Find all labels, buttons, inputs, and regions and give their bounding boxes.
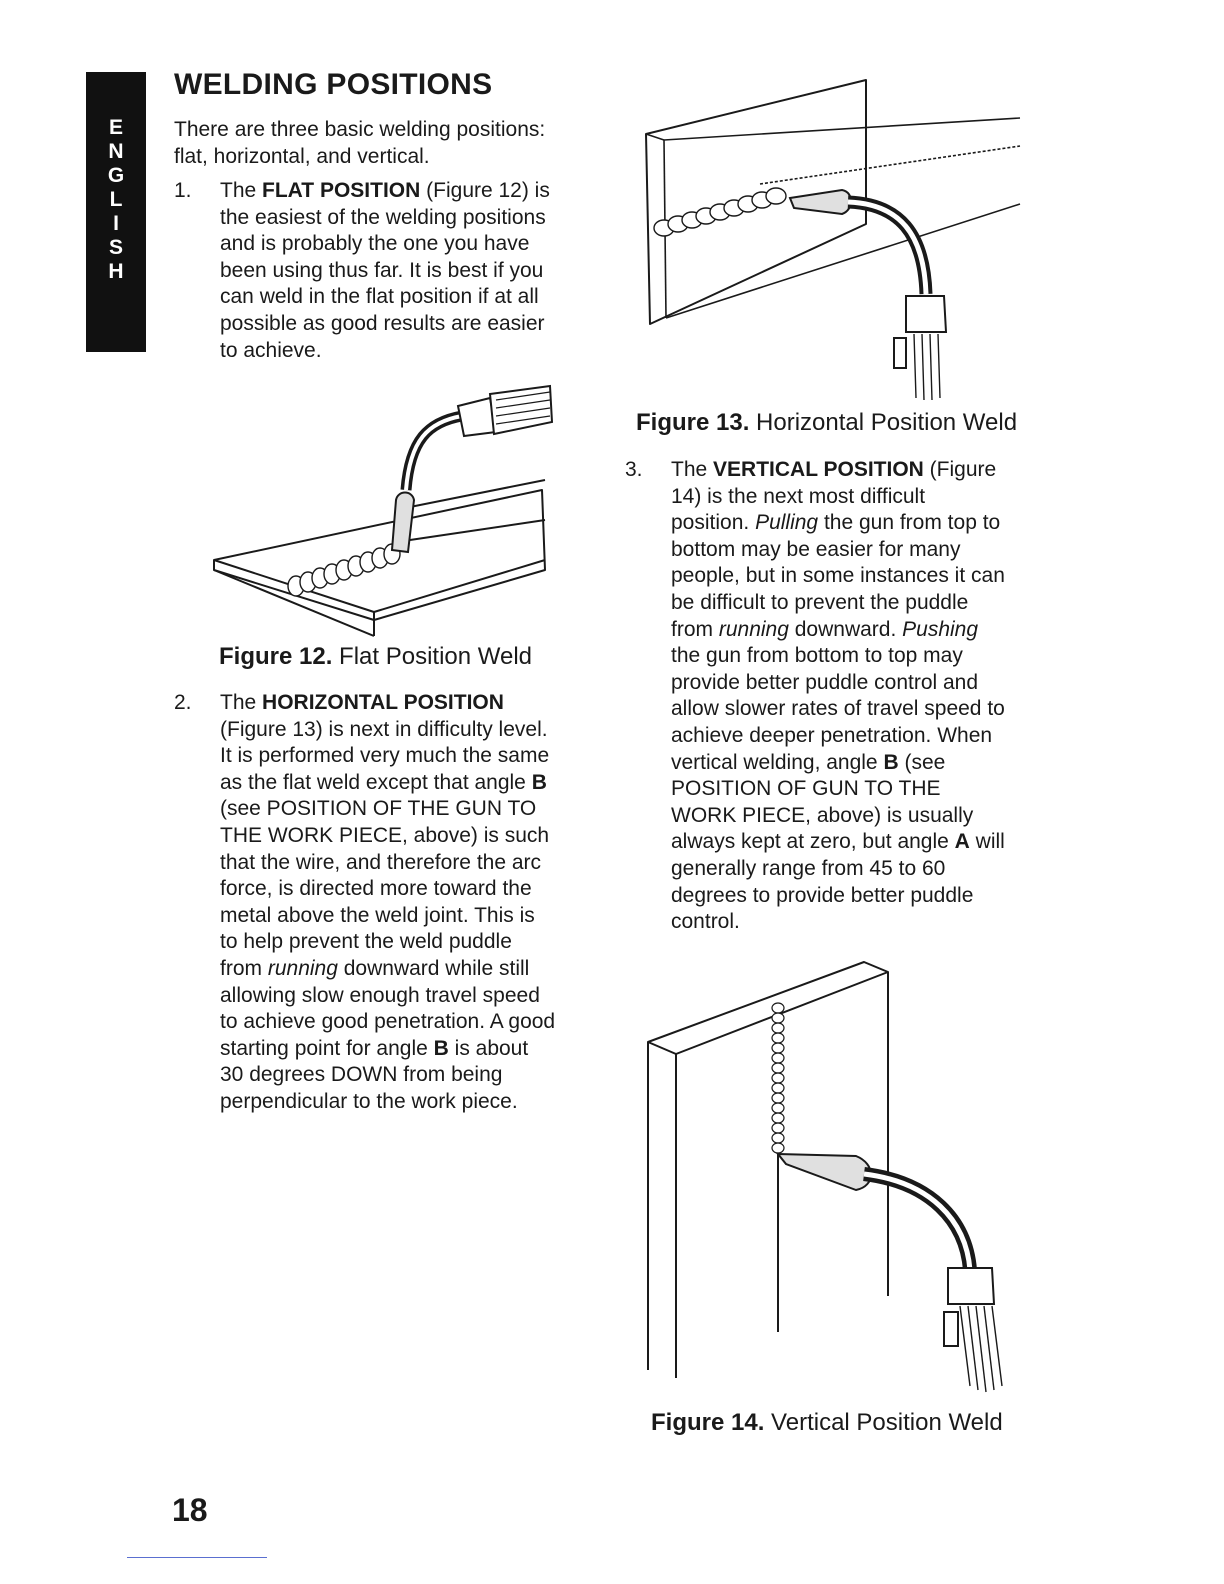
text-line bbox=[220, 205, 550, 232]
text-fragment: from bbox=[220, 956, 268, 980]
text-line bbox=[671, 563, 1005, 590]
text-line bbox=[220, 876, 555, 903]
text-fragment: provide better puddle control and bbox=[671, 670, 979, 694]
text-fragment: THE WORK PIECE, above) is such bbox=[220, 823, 550, 847]
side-tab-letter: S bbox=[108, 236, 123, 259]
list-item-vertical bbox=[625, 457, 1005, 936]
text-fragment: (Figure 13) is next in difficulty level. bbox=[220, 717, 548, 741]
text-fragment: vertical welding, angle bbox=[671, 750, 884, 774]
side-tab-letters bbox=[86, 116, 146, 284]
text-fragment: downward while still bbox=[337, 956, 530, 980]
list-number: 3. bbox=[625, 458, 643, 481]
text-fragment: (Figure 12) is bbox=[420, 179, 550, 202]
italic-term: running bbox=[267, 956, 338, 980]
figure-label: Figure 14. bbox=[651, 1409, 765, 1436]
text-line bbox=[671, 617, 1005, 644]
text-line bbox=[220, 178, 550, 205]
language-side-tab bbox=[86, 72, 146, 352]
text-fragment: generally range from 45 to 60 bbox=[671, 856, 946, 880]
text-fragment: the gun from bottom to top may bbox=[671, 644, 963, 668]
figure-title: Vertical Position Weld bbox=[764, 1409, 1003, 1436]
text-line bbox=[671, 776, 1005, 803]
text-line bbox=[220, 770, 555, 797]
text-line bbox=[220, 311, 550, 338]
figure-13-caption bbox=[636, 409, 1017, 437]
text-fragment: The bbox=[220, 179, 263, 202]
text-line bbox=[220, 823, 555, 850]
text-line bbox=[220, 284, 550, 311]
text-line bbox=[671, 537, 1005, 564]
text-fragment: been using thus far. It is best if you bbox=[220, 258, 544, 282]
text-fragment: allow slower rates of travel speed to bbox=[671, 697, 1005, 721]
item-text bbox=[220, 690, 555, 1116]
text-fragment: is about bbox=[448, 1036, 529, 1060]
list-item-flat bbox=[174, 178, 550, 364]
text-line bbox=[220, 1009, 555, 1036]
text-fragment: degrees to provide better puddle bbox=[671, 883, 974, 907]
text-line bbox=[220, 850, 555, 877]
text-line bbox=[671, 510, 1005, 537]
text-line bbox=[671, 723, 1005, 750]
text-line bbox=[671, 829, 1005, 856]
text-line bbox=[671, 457, 1005, 484]
bold-term: VERTICAL POSITION bbox=[713, 458, 924, 481]
figure-label: Figure 13. bbox=[636, 409, 750, 436]
page-number: 18 bbox=[172, 1492, 208, 1528]
text-fragment: metal above the weld joint. This is bbox=[220, 903, 535, 927]
text-fragment: 30 degrees DOWN from being bbox=[220, 1063, 503, 1087]
text-fragment: from bbox=[671, 617, 719, 641]
text-line bbox=[220, 258, 550, 285]
figure-title: Horizontal Position Weld bbox=[749, 409, 1018, 436]
text-line bbox=[220, 1089, 555, 1116]
text-fragment: to achieve. bbox=[220, 338, 322, 362]
bold-term: B bbox=[433, 1036, 449, 1060]
bold-term: FLAT POSITION bbox=[262, 179, 421, 202]
text-line bbox=[671, 590, 1005, 617]
text-fragment: (Figure bbox=[923, 458, 997, 481]
text-fragment: perpendicular to the work piece. bbox=[220, 1089, 518, 1113]
list-number: 1. bbox=[174, 179, 192, 202]
text-line bbox=[220, 903, 555, 930]
text-line bbox=[220, 338, 550, 365]
intro-line: There are three basic welding positions: bbox=[174, 118, 546, 141]
text-fragment: always kept at zero, but angle bbox=[671, 830, 955, 854]
text-fragment: control. bbox=[671, 910, 740, 934]
text-fragment: (see POSITION OF THE GUN TO bbox=[220, 797, 537, 821]
text-line bbox=[220, 1062, 555, 1089]
text-fragment: WORK PIECE, above) is usually bbox=[671, 803, 974, 827]
bold-term: A bbox=[954, 830, 970, 854]
footer-rule bbox=[127, 1557, 267, 1558]
workpiece-board bbox=[648, 962, 888, 1054]
text-fragment: the gun from top to bbox=[818, 511, 1001, 535]
text-line bbox=[220, 231, 550, 258]
text-fragment: be difficult to prevent the puddle bbox=[671, 590, 969, 614]
text-fragment: POSITION OF GUN TO THE bbox=[671, 777, 941, 801]
side-tab-letter: L bbox=[109, 188, 123, 211]
text-fragment: 14) is the next most difficult bbox=[671, 484, 926, 508]
text-fragment: to achieve good penetration. A good bbox=[220, 1010, 556, 1034]
text-fragment: people, but in some instances it can bbox=[671, 564, 1005, 588]
text-line bbox=[671, 696, 1005, 723]
text-fragment: possible as good results are easier bbox=[220, 311, 545, 335]
text-line bbox=[671, 883, 1005, 910]
text-fragment: The bbox=[671, 458, 714, 481]
text-line bbox=[220, 796, 555, 823]
text-line bbox=[220, 690, 555, 717]
text-fragment: achieve deeper penetration. When bbox=[671, 723, 993, 747]
italic-term: Pulling bbox=[755, 511, 819, 535]
intro-paragraph bbox=[174, 117, 545, 170]
italic-term: running bbox=[718, 617, 789, 641]
text-fragment: that the wire, and therefore the arc bbox=[220, 850, 542, 874]
section-heading: WELDING POSITIONS bbox=[174, 68, 493, 101]
text-fragment: downward. bbox=[788, 617, 903, 641]
figure-12-caption bbox=[219, 643, 532, 671]
flat-position-weld-figure bbox=[200, 380, 570, 642]
text-fragment: (see bbox=[898, 750, 946, 774]
text-fragment: will bbox=[969, 830, 1005, 854]
text-fragment: position. bbox=[671, 511, 756, 535]
text-line bbox=[220, 743, 555, 770]
figure-label: Figure 12. bbox=[219, 643, 333, 670]
text-line bbox=[671, 643, 1005, 670]
list-number: 2. bbox=[174, 691, 192, 714]
item-text bbox=[220, 178, 550, 364]
text-line bbox=[220, 929, 555, 956]
text-line bbox=[220, 717, 555, 744]
text-fragment: bottom may be easier for many bbox=[671, 537, 961, 561]
weld-bead bbox=[772, 1003, 784, 1153]
side-tab-letter: G bbox=[107, 164, 125, 187]
text-fragment: and is probably the one you have bbox=[220, 232, 530, 256]
text-fragment: The bbox=[220, 691, 263, 714]
text-line bbox=[671, 484, 1005, 511]
text-fragment: to help prevent the weld puddle bbox=[220, 930, 512, 954]
text-fragment: as the flat weld except that angle bbox=[220, 770, 532, 794]
text-fragment: the easiest of the welding positions bbox=[220, 205, 546, 229]
text-fragment: force, is directed more toward the bbox=[220, 877, 532, 901]
bold-term: HORIZONTAL POSITION bbox=[262, 691, 504, 714]
italic-term: Pushing bbox=[902, 617, 979, 641]
side-tab-letter: I bbox=[113, 212, 119, 235]
text-line bbox=[671, 909, 1005, 936]
welding-gun bbox=[778, 1154, 1002, 1392]
side-tab-letter: N bbox=[108, 140, 124, 163]
item-text bbox=[671, 457, 1005, 936]
figure-14-caption bbox=[651, 1409, 1003, 1437]
text-line bbox=[671, 856, 1005, 883]
bold-term: B bbox=[883, 750, 899, 774]
figure-title: Flat Position Weld bbox=[332, 643, 533, 670]
text-line bbox=[671, 750, 1005, 777]
text-fragment: can weld in the flat position if at all bbox=[220, 285, 539, 309]
text-line bbox=[671, 670, 1005, 697]
side-tab-letter: E bbox=[108, 116, 123, 139]
vertical-position-weld-figure bbox=[630, 950, 1030, 1400]
text-line bbox=[220, 956, 555, 983]
text-fragment: starting point for angle bbox=[220, 1036, 434, 1060]
text-line bbox=[220, 983, 555, 1010]
side-tab-letter: H bbox=[108, 260, 124, 283]
text-line bbox=[220, 1036, 555, 1063]
horizontal-position-weld-figure bbox=[630, 74, 1030, 404]
list-item-horizontal bbox=[174, 690, 556, 1116]
text-fragment: allowing slow enough travel speed bbox=[220, 983, 540, 1007]
intro-line: flat, horizontal, and vertical. bbox=[174, 144, 430, 168]
bold-term: B bbox=[531, 770, 547, 794]
text-fragment: It is performed very much the same bbox=[220, 744, 550, 768]
text-line bbox=[671, 803, 1005, 830]
